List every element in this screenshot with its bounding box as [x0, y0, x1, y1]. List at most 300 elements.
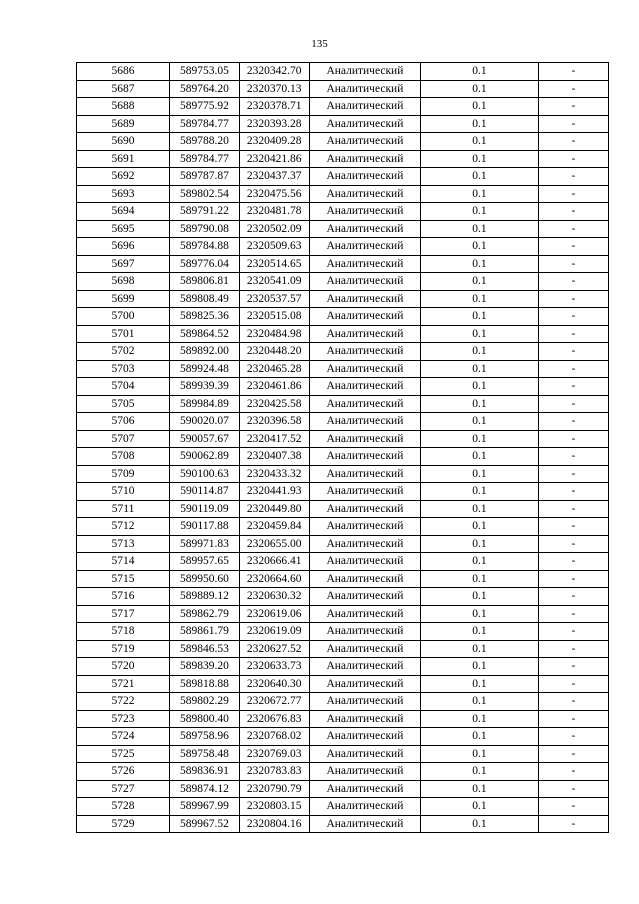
x-coordinate-cell: 589788.20: [170, 133, 240, 151]
note-cell: -: [538, 658, 608, 676]
point-number-cell: 5716: [77, 588, 170, 606]
method-cell: Аналитический: [309, 238, 421, 256]
y-coordinate-cell: 2320421.86: [239, 150, 309, 168]
method-cell: Аналитический: [309, 63, 421, 81]
y-coordinate-cell: 2320666.41: [239, 553, 309, 571]
y-coordinate-cell: 2320768.02: [239, 728, 309, 746]
table-row: [77, 605, 609, 623]
y-coordinate-cell: 2320790.79: [239, 780, 309, 798]
x-coordinate-cell: 589874.12: [170, 780, 240, 798]
point-number-cell: 5702: [77, 343, 170, 361]
method-cell: Аналитический: [309, 360, 421, 378]
point-number-cell: 5699: [77, 290, 170, 308]
note-cell: -: [538, 325, 608, 343]
y-coordinate-cell: 2320409.28: [239, 133, 309, 151]
table-row: [77, 290, 609, 308]
note-cell: -: [538, 430, 608, 448]
method-cell: Аналитический: [309, 325, 421, 343]
y-coordinate-cell: 2320630.32: [239, 588, 309, 606]
point-number-cell: 5728: [77, 798, 170, 816]
method-cell: Аналитический: [309, 98, 421, 116]
y-coordinate-cell: 2320619.06: [239, 605, 309, 623]
note-cell: -: [538, 238, 608, 256]
x-coordinate-cell: 589775.92: [170, 98, 240, 116]
table-row: [77, 168, 609, 186]
point-number-cell: 5713: [77, 535, 170, 553]
accuracy-cell: 0.1: [421, 640, 539, 658]
x-coordinate-cell: 589967.52: [170, 815, 240, 833]
note-cell: -: [538, 343, 608, 361]
note-cell: -: [538, 378, 608, 396]
accuracy-cell: 0.1: [421, 675, 539, 693]
x-coordinate-cell: 590117.88: [170, 518, 240, 536]
accuracy-cell: 0.1: [421, 378, 539, 396]
table-row: [77, 273, 609, 291]
method-cell: Аналитический: [309, 623, 421, 641]
y-coordinate-cell: 2320484.98: [239, 325, 309, 343]
method-cell: Аналитический: [309, 518, 421, 536]
x-coordinate-cell: 589818.88: [170, 675, 240, 693]
point-number-cell: 5727: [77, 780, 170, 798]
accuracy-cell: 0.1: [421, 360, 539, 378]
x-coordinate-cell: 589846.53: [170, 640, 240, 658]
note-cell: -: [538, 553, 608, 571]
point-number-cell: 5690: [77, 133, 170, 151]
table-row: [77, 728, 609, 746]
table-row: [77, 343, 609, 361]
accuracy-cell: 0.1: [421, 483, 539, 501]
method-cell: Аналитический: [309, 395, 421, 413]
note-cell: -: [538, 150, 608, 168]
x-coordinate-cell: 589836.91: [170, 763, 240, 781]
point-number-cell: 5697: [77, 255, 170, 273]
x-coordinate-cell: 589808.49: [170, 290, 240, 308]
point-number-cell: 5696: [77, 238, 170, 256]
point-number-cell: 5729: [77, 815, 170, 833]
point-number-cell: 5709: [77, 465, 170, 483]
table-row: [77, 710, 609, 728]
table-row: [77, 465, 609, 483]
table-row: [77, 535, 609, 553]
accuracy-cell: 0.1: [421, 63, 539, 81]
note-cell: -: [538, 413, 608, 431]
table-row: [77, 763, 609, 781]
table-row: [77, 360, 609, 378]
table-row: [77, 780, 609, 798]
table-row: [77, 798, 609, 816]
y-coordinate-cell: 2320441.93: [239, 483, 309, 501]
table-row: [77, 588, 609, 606]
y-coordinate-cell: 2320514.65: [239, 255, 309, 273]
accuracy-cell: 0.1: [421, 728, 539, 746]
note-cell: -: [538, 745, 608, 763]
y-coordinate-cell: 2320393.28: [239, 115, 309, 133]
point-number-cell: 5704: [77, 378, 170, 396]
note-cell: -: [538, 500, 608, 518]
accuracy-cell: 0.1: [421, 605, 539, 623]
note-cell: -: [538, 273, 608, 291]
table-row: [77, 675, 609, 693]
method-cell: Аналитический: [309, 308, 421, 326]
y-coordinate-cell: 2320433.32: [239, 465, 309, 483]
point-number-cell: 5694: [77, 203, 170, 221]
x-coordinate-cell: 590119.09: [170, 500, 240, 518]
x-coordinate-cell: 589784.77: [170, 115, 240, 133]
accuracy-cell: 0.1: [421, 343, 539, 361]
note-cell: -: [538, 115, 608, 133]
table-row: [77, 133, 609, 151]
note-cell: -: [538, 360, 608, 378]
table-row: [77, 185, 609, 203]
table-row: [77, 570, 609, 588]
note-cell: -: [538, 448, 608, 466]
point-number-cell: 5719: [77, 640, 170, 658]
point-number-cell: 5691: [77, 150, 170, 168]
point-number-cell: 5701: [77, 325, 170, 343]
note-cell: -: [538, 763, 608, 781]
accuracy-cell: 0.1: [421, 553, 539, 571]
point-number-cell: 5724: [77, 728, 170, 746]
method-cell: Аналитический: [309, 203, 421, 221]
table-row: [77, 430, 609, 448]
point-number-cell: 5712: [77, 518, 170, 536]
note-cell: -: [538, 623, 608, 641]
x-coordinate-cell: 589862.79: [170, 605, 240, 623]
note-cell: -: [538, 570, 608, 588]
note-cell: -: [538, 605, 608, 623]
method-cell: Аналитический: [309, 185, 421, 203]
method-cell: Аналитический: [309, 553, 421, 571]
method-cell: Аналитический: [309, 658, 421, 676]
note-cell: -: [538, 465, 608, 483]
accuracy-cell: 0.1: [421, 80, 539, 98]
x-coordinate-cell: 590020.07: [170, 413, 240, 431]
point-number-cell: 5708: [77, 448, 170, 466]
y-coordinate-cell: 2320509.63: [239, 238, 309, 256]
x-coordinate-cell: 589950.60: [170, 570, 240, 588]
note-cell: -: [538, 220, 608, 238]
accuracy-cell: 0.1: [421, 308, 539, 326]
note-cell: -: [538, 798, 608, 816]
table-row: [77, 238, 609, 256]
y-coordinate-cell: 2320541.09: [239, 273, 309, 291]
method-cell: Аналитический: [309, 745, 421, 763]
x-coordinate-cell: 589825.36: [170, 308, 240, 326]
point-number-cell: 5723: [77, 710, 170, 728]
method-cell: Аналитический: [309, 378, 421, 396]
method-cell: Аналитический: [309, 290, 421, 308]
y-coordinate-cell: 2320459.84: [239, 518, 309, 536]
method-cell: Аналитический: [309, 448, 421, 466]
table-row: [77, 395, 609, 413]
accuracy-cell: 0.1: [421, 395, 539, 413]
point-number-cell: 5714: [77, 553, 170, 571]
x-coordinate-cell: 589861.79: [170, 623, 240, 641]
y-coordinate-cell: 2320448.20: [239, 343, 309, 361]
y-coordinate-cell: 2320342.70: [239, 63, 309, 81]
x-coordinate-cell: 589800.40: [170, 710, 240, 728]
note-cell: -: [538, 98, 608, 116]
note-cell: -: [538, 815, 608, 833]
accuracy-cell: 0.1: [421, 115, 539, 133]
accuracy-cell: 0.1: [421, 658, 539, 676]
accuracy-cell: 0.1: [421, 518, 539, 536]
point-number-cell: 5686: [77, 63, 170, 81]
note-cell: -: [538, 395, 608, 413]
y-coordinate-cell: 2320619.09: [239, 623, 309, 641]
accuracy-cell: 0.1: [421, 413, 539, 431]
point-number-cell: 5707: [77, 430, 170, 448]
coordinates-table: [76, 62, 609, 833]
point-number-cell: 5695: [77, 220, 170, 238]
table-row: [77, 693, 609, 711]
accuracy-cell: 0.1: [421, 780, 539, 798]
x-coordinate-cell: 589758.96: [170, 728, 240, 746]
method-cell: Аналитический: [309, 763, 421, 781]
x-coordinate-cell: 589984.89: [170, 395, 240, 413]
y-coordinate-cell: 2320783.83: [239, 763, 309, 781]
accuracy-cell: 0.1: [421, 168, 539, 186]
point-number-cell: 5722: [77, 693, 170, 711]
method-cell: Аналитический: [309, 430, 421, 448]
note-cell: -: [538, 640, 608, 658]
point-number-cell: 5687: [77, 80, 170, 98]
y-coordinate-cell: 2320481.78: [239, 203, 309, 221]
y-coordinate-cell: 2320537.57: [239, 290, 309, 308]
note-cell: -: [538, 168, 608, 186]
table-row: [77, 115, 609, 133]
table-row: [77, 308, 609, 326]
accuracy-cell: 0.1: [421, 98, 539, 116]
point-number-cell: 5703: [77, 360, 170, 378]
point-number-cell: 5706: [77, 413, 170, 431]
point-number-cell: 5711: [77, 500, 170, 518]
x-coordinate-cell: 589753.05: [170, 63, 240, 81]
accuracy-cell: 0.1: [421, 535, 539, 553]
note-cell: -: [538, 203, 608, 221]
x-coordinate-cell: 590100.63: [170, 465, 240, 483]
table-row: [77, 658, 609, 676]
y-coordinate-cell: 2320378.71: [239, 98, 309, 116]
point-number-cell: 5693: [77, 185, 170, 203]
method-cell: Аналитический: [309, 798, 421, 816]
y-coordinate-cell: 2320461.86: [239, 378, 309, 396]
method-cell: Аналитический: [309, 605, 421, 623]
y-coordinate-cell: 2320437.37: [239, 168, 309, 186]
point-number-cell: 5725: [77, 745, 170, 763]
table-row: [77, 745, 609, 763]
method-cell: Аналитический: [309, 465, 421, 483]
accuracy-cell: 0.1: [421, 203, 539, 221]
accuracy-cell: 0.1: [421, 150, 539, 168]
y-coordinate-cell: 2320396.58: [239, 413, 309, 431]
y-coordinate-cell: 2320465.28: [239, 360, 309, 378]
table-row: [77, 553, 609, 571]
method-cell: Аналитический: [309, 710, 421, 728]
x-coordinate-cell: 589764.20: [170, 80, 240, 98]
note-cell: -: [538, 63, 608, 81]
accuracy-cell: 0.1: [421, 623, 539, 641]
point-number-cell: 5715: [77, 570, 170, 588]
y-coordinate-cell: 2320672.77: [239, 693, 309, 711]
method-cell: Аналитический: [309, 483, 421, 501]
accuracy-cell: 0.1: [421, 430, 539, 448]
note-cell: -: [538, 693, 608, 711]
y-coordinate-cell: 2320655.00: [239, 535, 309, 553]
y-coordinate-cell: 2320664.60: [239, 570, 309, 588]
table-row: [77, 623, 609, 641]
point-number-cell: 5700: [77, 308, 170, 326]
x-coordinate-cell: 590062.89: [170, 448, 240, 466]
y-coordinate-cell: 2320425.58: [239, 395, 309, 413]
accuracy-cell: 0.1: [421, 763, 539, 781]
point-number-cell: 5720: [77, 658, 170, 676]
y-coordinate-cell: 2320769.03: [239, 745, 309, 763]
accuracy-cell: 0.1: [421, 448, 539, 466]
method-cell: Аналитический: [309, 273, 421, 291]
note-cell: -: [538, 710, 608, 728]
point-number-cell: 5718: [77, 623, 170, 641]
accuracy-cell: 0.1: [421, 815, 539, 833]
method-cell: Аналитический: [309, 675, 421, 693]
method-cell: Аналитический: [309, 535, 421, 553]
note-cell: -: [538, 483, 608, 501]
table-row: [77, 220, 609, 238]
method-cell: Аналитический: [309, 570, 421, 588]
method-cell: Аналитический: [309, 728, 421, 746]
point-number-cell: 5688: [77, 98, 170, 116]
method-cell: Аналитический: [309, 115, 421, 133]
accuracy-cell: 0.1: [421, 500, 539, 518]
method-cell: Аналитический: [309, 150, 421, 168]
x-coordinate-cell: 589784.88: [170, 238, 240, 256]
x-coordinate-cell: 589839.20: [170, 658, 240, 676]
table-body: [77, 63, 609, 833]
x-coordinate-cell: 589889.12: [170, 588, 240, 606]
x-coordinate-cell: 589791.22: [170, 203, 240, 221]
y-coordinate-cell: 2320502.09: [239, 220, 309, 238]
point-number-cell: 5721: [77, 675, 170, 693]
y-coordinate-cell: 2320449.80: [239, 500, 309, 518]
method-cell: Аналитический: [309, 80, 421, 98]
x-coordinate-cell: 589967.99: [170, 798, 240, 816]
x-coordinate-cell: 589924.48: [170, 360, 240, 378]
accuracy-cell: 0.1: [421, 693, 539, 711]
x-coordinate-cell: 589802.54: [170, 185, 240, 203]
table-row: [77, 448, 609, 466]
note-cell: -: [538, 588, 608, 606]
accuracy-cell: 0.1: [421, 220, 539, 238]
accuracy-cell: 0.1: [421, 798, 539, 816]
note-cell: -: [538, 80, 608, 98]
table-row: [77, 815, 609, 833]
table-row: [77, 63, 609, 81]
point-number-cell: 5689: [77, 115, 170, 133]
point-number-cell: 5717: [77, 605, 170, 623]
table-row: [77, 640, 609, 658]
accuracy-cell: 0.1: [421, 238, 539, 256]
y-coordinate-cell: 2320633.73: [239, 658, 309, 676]
note-cell: -: [538, 185, 608, 203]
table-row: [77, 413, 609, 431]
table-row: [77, 255, 609, 273]
y-coordinate-cell: 2320640.30: [239, 675, 309, 693]
table-row: [77, 203, 609, 221]
accuracy-cell: 0.1: [421, 185, 539, 203]
point-number-cell: 5692: [77, 168, 170, 186]
accuracy-cell: 0.1: [421, 133, 539, 151]
table-row: [77, 483, 609, 501]
table-row: [77, 325, 609, 343]
x-coordinate-cell: 589892.00: [170, 343, 240, 361]
method-cell: Аналитический: [309, 815, 421, 833]
y-coordinate-cell: 2320803.15: [239, 798, 309, 816]
y-coordinate-cell: 2320370.13: [239, 80, 309, 98]
y-coordinate-cell: 2320676.83: [239, 710, 309, 728]
point-number-cell: 5726: [77, 763, 170, 781]
x-coordinate-cell: 589864.52: [170, 325, 240, 343]
method-cell: Аналитический: [309, 255, 421, 273]
page-number: 135: [311, 38, 328, 50]
table-row: [77, 150, 609, 168]
note-cell: -: [538, 133, 608, 151]
accuracy-cell: 0.1: [421, 325, 539, 343]
note-cell: -: [538, 535, 608, 553]
point-number-cell: 5698: [77, 273, 170, 291]
x-coordinate-cell: 589790.08: [170, 220, 240, 238]
x-coordinate-cell: 589802.29: [170, 693, 240, 711]
table-row: [77, 98, 609, 116]
x-coordinate-cell: 590114.87: [170, 483, 240, 501]
y-coordinate-cell: 2320475.56: [239, 185, 309, 203]
y-coordinate-cell: 2320627.52: [239, 640, 309, 658]
y-coordinate-cell: 2320407.38: [239, 448, 309, 466]
x-coordinate-cell: 589939.39: [170, 378, 240, 396]
method-cell: Аналитический: [309, 640, 421, 658]
method-cell: Аналитический: [309, 133, 421, 151]
note-cell: -: [538, 290, 608, 308]
method-cell: Аналитический: [309, 588, 421, 606]
note-cell: -: [538, 308, 608, 326]
method-cell: Аналитический: [309, 500, 421, 518]
note-cell: -: [538, 728, 608, 746]
accuracy-cell: 0.1: [421, 570, 539, 588]
x-coordinate-cell: 589806.81: [170, 273, 240, 291]
table-row: [77, 500, 609, 518]
x-coordinate-cell: 589957.65: [170, 553, 240, 571]
method-cell: Аналитический: [309, 343, 421, 361]
accuracy-cell: 0.1: [421, 290, 539, 308]
y-coordinate-cell: 2320804.16: [239, 815, 309, 833]
table-row: [77, 378, 609, 396]
note-cell: -: [538, 518, 608, 536]
table-row: [77, 80, 609, 98]
method-cell: Аналитический: [309, 780, 421, 798]
accuracy-cell: 0.1: [421, 710, 539, 728]
table-row: [77, 518, 609, 536]
method-cell: Аналитический: [309, 693, 421, 711]
note-cell: -: [538, 780, 608, 798]
x-coordinate-cell: 589971.83: [170, 535, 240, 553]
accuracy-cell: 0.1: [421, 465, 539, 483]
y-coordinate-cell: 2320515.08: [239, 308, 309, 326]
accuracy-cell: 0.1: [421, 255, 539, 273]
method-cell: Аналитический: [309, 413, 421, 431]
method-cell: Аналитический: [309, 168, 421, 186]
x-coordinate-cell: 589787.87: [170, 168, 240, 186]
x-coordinate-cell: 589784.77: [170, 150, 240, 168]
x-coordinate-cell: 589758.48: [170, 745, 240, 763]
